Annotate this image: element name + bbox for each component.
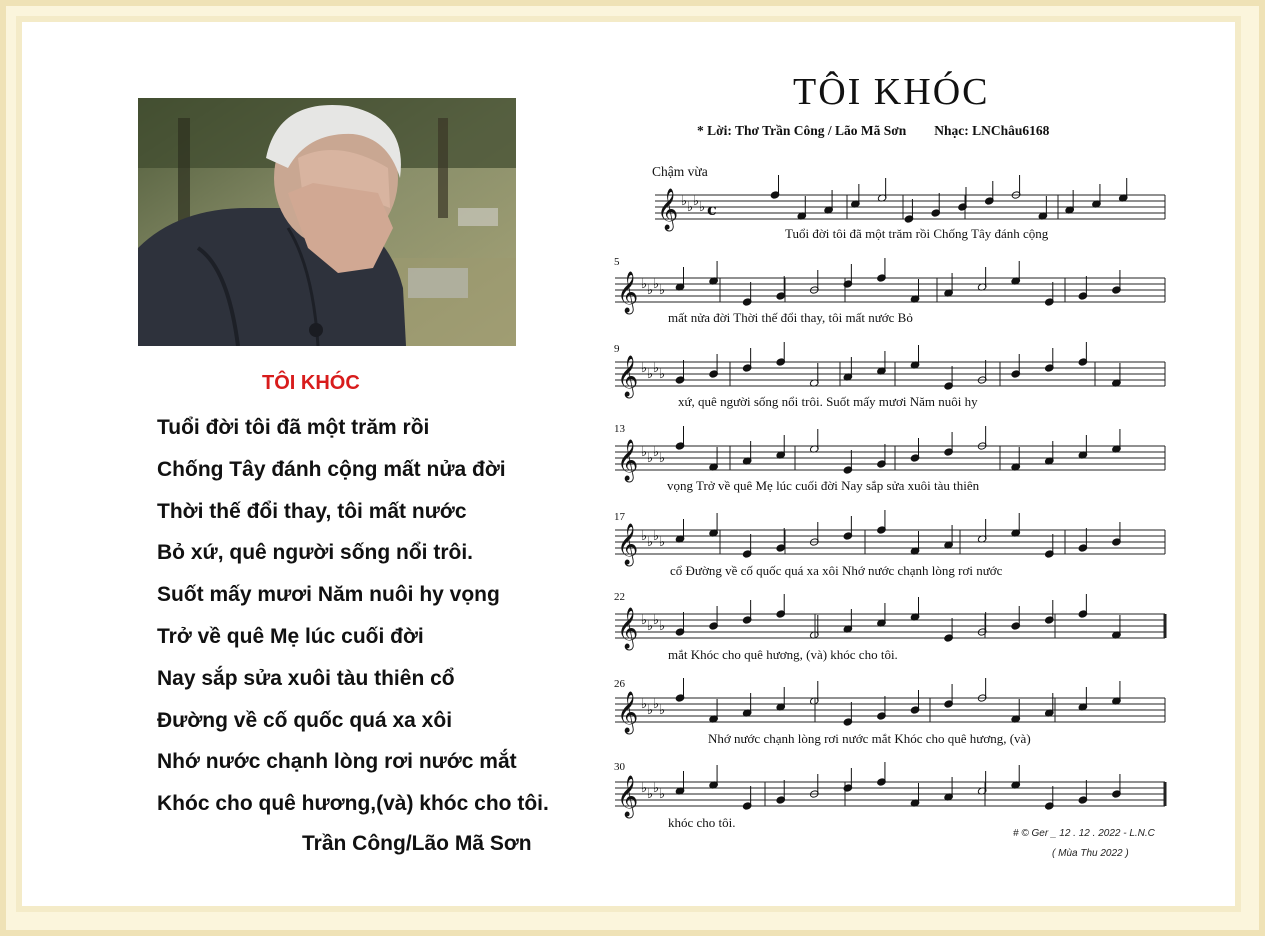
lyrics-line: cổ Đường về cố quốc quá xa xôi Nhớ nước chạnh lòng rơi nước (670, 563, 1003, 578)
treble-clef-icon: 𝄞 (617, 524, 639, 565)
treble-clef-icon: 𝄞 (617, 692, 639, 733)
treble-clef-icon: 𝄞 (617, 608, 639, 649)
lyrics-line: vọng Trở về quê Mẹ lúc cuối đời Nay sắp sửa xuôi tàu thiên (667, 478, 980, 493)
flat-sign-icon: ♭ (653, 445, 660, 460)
sheet-title: TÔI KHÓC (793, 71, 990, 113)
flat-sign-icon: ♭ (659, 535, 666, 550)
poem-line: Đường về cố quốc quá xa xôi (157, 708, 453, 732)
lyrics-credit: * Lời: Thơ Trần Công / Lão Mã Sơn (697, 123, 907, 138)
flat-sign-icon: ♭ (641, 781, 648, 796)
poem-line: Tuổi đời tôi đã một trăm rồi (157, 416, 430, 439)
flat-sign-icon: ♭ (699, 200, 706, 215)
flat-sign-icon: ♭ (653, 361, 660, 376)
flat-sign-icon: ♭ (641, 697, 648, 712)
poem-line: Bỏ xứ, quê người sống nổi trôi. (157, 541, 473, 565)
copyright-note: # © Ger _ 12 . 12 . 2022 - L.N.C (1013, 828, 1155, 839)
lyrics-line: khóc cho tôi. (668, 815, 736, 830)
treble-clef-icon: 𝄞 (657, 189, 679, 230)
flat-sign-icon: ♭ (653, 613, 660, 628)
measure-number: 17 (614, 511, 625, 523)
flat-sign-icon: ♭ (653, 529, 660, 544)
poem-line: Thời thế đổi thay, tôi mất nước (157, 499, 467, 523)
flat-sign-icon: ♭ (647, 451, 654, 466)
flat-sign-icon: ♭ (647, 535, 654, 550)
poem-line: Trở về quê Mẹ lúc cuối đời (157, 624, 424, 648)
flat-sign-icon: ♭ (659, 283, 666, 298)
tempo-marking: Chậm vừa (652, 164, 708, 179)
poem-author: Trần Công/Lão Mã Sơn (302, 832, 532, 855)
season-note: ( Mùa Thu 2022 ) (1052, 848, 1129, 859)
lyrics-line: Tuổi đời tôi đã một trăm rồi Chống Tây đánh cộng (785, 226, 1049, 241)
flat-sign-icon: ♭ (647, 367, 654, 382)
flat-sign-icon: ♭ (647, 619, 654, 634)
flat-sign-icon: ♭ (659, 367, 666, 382)
poem-title: TÔI KHÓC (262, 372, 360, 394)
flat-sign-icon: ♭ (641, 613, 648, 628)
flat-sign-icon: ♭ (687, 200, 694, 215)
flat-sign-icon: ♭ (641, 529, 648, 544)
flat-sign-icon: ♭ (659, 703, 666, 718)
flat-sign-icon: ♭ (659, 451, 666, 466)
flat-sign-icon: ♭ (653, 781, 660, 796)
common-time-icon: c (707, 200, 717, 219)
measure-number: 22 (614, 591, 625, 603)
flat-sign-icon: ♭ (647, 283, 654, 298)
poem-line: Suốt mấy mươi Năm nuôi hy vọng (157, 583, 500, 607)
flat-sign-icon: ♭ (653, 277, 660, 292)
lyrics-line: Nhớ nước chạnh lòng rơi nước mắt Khóc cho quê hương, (và) (708, 731, 1031, 746)
flat-sign-icon: ♭ (693, 194, 700, 209)
poem-line: Chống Tây đánh cộng mất nửa đời (157, 457, 506, 481)
measure-number: 9 (614, 343, 620, 355)
treble-clef-icon: 𝄞 (617, 272, 639, 313)
flat-sign-icon: ♭ (659, 787, 666, 802)
measure-number: 13 (614, 423, 625, 435)
poem-line: Nay sắp sửa xuôi tàu thiên cổ (157, 666, 455, 690)
lyrics-line: mắt Khóc cho quê hương, (và) khóc cho tôi. (668, 647, 898, 662)
measure-number: 26 (614, 678, 625, 690)
flat-sign-icon: ♭ (659, 619, 666, 634)
flat-sign-icon: ♭ (647, 787, 654, 802)
flat-sign-icon: ♭ (647, 703, 654, 718)
measure-number: 5 (614, 256, 620, 268)
flat-sign-icon: ♭ (681, 194, 688, 209)
lyrics-line: xứ, quê người sống nổi trôi. Suốt mấy mươi Năm nuôi hy (678, 394, 978, 409)
poem-line: Khóc cho quê hương,(và) khóc cho tôi. (157, 792, 549, 816)
measure-number: 30 (614, 761, 625, 773)
treble-clef-icon: 𝄞 (617, 356, 639, 397)
flat-sign-icon: ♭ (653, 697, 660, 712)
music-credit: Nhạc: LNChâu6168 (934, 123, 1050, 138)
flat-sign-icon: ♭ (641, 445, 648, 460)
treble-clef-icon: 𝄞 (617, 776, 639, 817)
staff-systems (615, 175, 1165, 818)
poem-line: Nhớ nước chạnh lòng rơi nước mắt (157, 750, 517, 774)
treble-clef-icon: 𝄞 (617, 440, 639, 481)
flat-sign-icon: ♭ (641, 277, 648, 292)
lyrics-line: mất nửa đời Thời thế đổi thay, tôi mất nước Bỏ (668, 310, 913, 325)
flat-sign-icon: ♭ (641, 361, 648, 376)
